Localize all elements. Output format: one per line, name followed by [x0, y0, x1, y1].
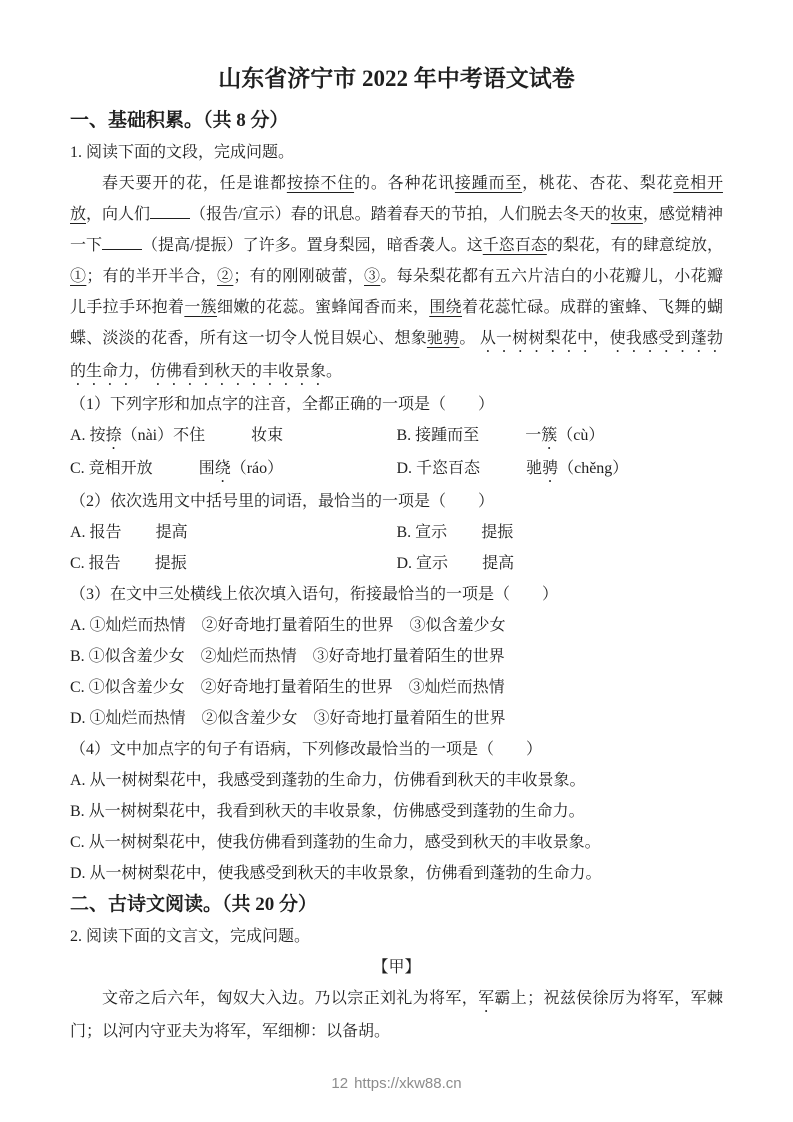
text-run: ，桃花、杏花、梨花: [522, 175, 674, 192]
text-run: 提振: [154, 555, 187, 572]
q1-sub2-options-row-1: [70, 517, 723, 548]
q1-sub2-option-c: [70, 548, 397, 579]
text-run: ；有的半开半合，: [86, 268, 217, 285]
q1-sub3-stem: （3）在文中三处横线上依次填入语句，衔接最恰当的一项是（ ）: [70, 586, 559, 603]
q1-sub1-options-row-2: [70, 453, 723, 486]
text-run: 霸上；祝兹侯徐厉为将军，军棘门；以河内守亚夫为将军，军细柳：以备胡。: [70, 990, 723, 1040]
text-run: 的梨花，有的肆意绽放，: [546, 237, 723, 254]
fill-in-blank: [102, 246, 142, 250]
question-1-intro: 1. 阅读下面的文段，完成问题。: [70, 144, 295, 161]
dot-emphasis-text: 绕: [214, 460, 231, 477]
dot-emphasis-text: 骋: [542, 460, 559, 477]
underlined-text: 围绕: [429, 299, 462, 316]
q1-sub4-option-c: C. 从一树树梨花中，使我仿佛看到蓬勃的生命力，感受到秋天的丰收景象。: [70, 834, 601, 851]
underlined-text: ①: [70, 268, 87, 285]
footer-url: https://xkw88.cn: [354, 1075, 462, 1092]
q1-sub1-options-row-1: [70, 420, 723, 453]
q1-sub3-option-a: A. ①灿烂而热情 ②好奇地打量着陌生的世界 ③似含羞少女: [70, 617, 506, 634]
q1-sub1-option-a: [70, 420, 397, 453]
text-run: D. 宣示: [396, 555, 449, 572]
text-run: 着花蕊忙碌。成群的蜜蜂、飞舞的蝴蝶、淡淡的花香，所有这一切令人悦目娱心、想象: [70, 299, 723, 347]
underlined-text: 接踵而至: [454, 175, 523, 192]
q1-sub3-option-c: C. ①似含羞少女 ②好奇地打量着陌生的世界 ③灿烂而热情: [70, 679, 505, 696]
text-run: 文帝之后六年，匈奴大入边。乃以宗正刘礼为将军，: [102, 990, 479, 1007]
page-title: 山东省济宁市 2022 年中考语文试卷: [218, 66, 575, 91]
text-run: A. 报告: [70, 524, 122, 541]
text-run: 。每朵梨花都有五六片洁白的小花瓣儿，小花瓣儿手拉手环抱着: [70, 268, 723, 316]
dot-emphasis-text: 军: [478, 990, 495, 1007]
text-run: B. 宣示: [396, 524, 448, 541]
text-run: 围: [198, 460, 215, 477]
q1-sub3-option-d: D. ①灿烂而热情 ②似含羞少女 ③好奇地打量着陌生的世界: [70, 710, 506, 727]
text-run: C. 竞相开放: [70, 460, 153, 477]
text-run: D. 千恣百态: [396, 460, 481, 477]
q1-sub4-option-a: A. 从一树树梨花中，我感受到蓬勃的生命力，仿佛看到秋天的丰收景象。: [70, 772, 586, 789]
text-run: 驰: [526, 460, 543, 477]
text-run: （提高/提振）了许多。置身梨园，暗香袭人。这: [142, 237, 483, 254]
text-run: B. 接踵而至: [396, 427, 480, 444]
q1-sub2-option-a: [70, 517, 397, 548]
q1-sub2-option-d: [397, 548, 724, 579]
text-run: （nài）不住: [121, 427, 206, 444]
text-run: （cù）: [557, 427, 605, 444]
section-two-heading: 二、古诗文阅读。（共 20 分）: [70, 894, 318, 915]
q1-sub4-option-b: B. 从一树树梨花中，我看到秋天的丰收景象，仿佛感受到蓬勃的生命力。: [70, 803, 585, 820]
text-run: 妆束: [251, 427, 284, 444]
q1-sub1-option-d: [397, 453, 724, 486]
page-number: 12: [331, 1075, 349, 1092]
question-1-passage: [70, 168, 723, 389]
fill-in-blank: [150, 215, 190, 219]
text-run: 细嫩的花蕊。蜜蜂闻香而来，: [217, 299, 430, 316]
q1-sub2-options-row-2: [70, 548, 723, 579]
dot-emphasis-text: 从一树树梨花中，使我感受到蓬勃的生命力，仿佛看到秋天的丰收景象。: [70, 330, 723, 380]
text-run: 一: [525, 427, 542, 444]
passage-jia-label: 【甲】: [372, 959, 421, 976]
text-run: 春天要开的花，任是谁都: [102, 175, 287, 192]
q1-sub2-stem: （2）依次选用文中括号里的词语，最恰当的一项是（ ）: [70, 493, 495, 510]
underlined-text: 一簇: [184, 299, 217, 316]
q1-sub2-option-b: [397, 517, 724, 548]
underlined-text: 妆束: [610, 206, 643, 223]
text-run: 提振: [481, 524, 514, 541]
q1-sub1-stem: （1）下列字形和加点字的注音，全都正确的一项是（ ）: [70, 396, 495, 413]
underlined-text: 竞相开放: [70, 175, 723, 223]
text-run: 的。各种花讯: [354, 175, 455, 192]
underlined-text: 驰骋: [426, 330, 460, 347]
question-2-intro: 2. 阅读下面的文言文，完成问题。: [70, 928, 311, 945]
text-run: （报告/宣示）春的讯息。踏着春天的节拍，人们脱去冬天的: [190, 206, 611, 223]
text-run: 。: [459, 330, 480, 347]
text-run: （ráo）: [230, 460, 284, 477]
page-footer: [0, 1074, 793, 1094]
underlined-text: ②: [217, 268, 234, 285]
dot-emphasis-text: 簇: [541, 427, 558, 444]
text-run: ，向人们: [86, 206, 151, 223]
underlined-text: ③: [364, 268, 381, 285]
q1-sub1-option-c: [70, 453, 397, 486]
q1-sub1-option-b: [397, 420, 724, 453]
text-run: ，感觉精神一下: [70, 206, 723, 254]
underlined-text: 按捺不住: [286, 175, 355, 192]
text-run: C. 报告: [70, 555, 121, 572]
q1-sub3-option-b: B. ①似含羞少女 ②灿烂而热情 ③好奇地打量着陌生的世界: [70, 648, 505, 665]
question-2-passage: [70, 983, 723, 1047]
text-run: 提高: [155, 524, 188, 541]
section-one-heading: 一、基础积累。（共 8 分）: [70, 110, 289, 131]
text-run: A. 按: [70, 427, 106, 444]
underlined-text: 千恣百态: [482, 237, 547, 254]
text-run: 提高: [482, 555, 515, 572]
text-run: （chěng）: [558, 460, 629, 477]
q1-sub4-stem: （4）文中加点字的句子有语病，下列修改最恰当的一项是（ ）: [70, 741, 543, 758]
text-run: ；有的刚刚破蕾，: [233, 268, 364, 285]
dot-emphasis-text: 捺: [105, 427, 122, 444]
q1-sub4-option-d: D. 从一树树梨花中，使我感受到秋天的丰收景象，仿佛看到蓬勃的生命力。: [70, 865, 602, 882]
